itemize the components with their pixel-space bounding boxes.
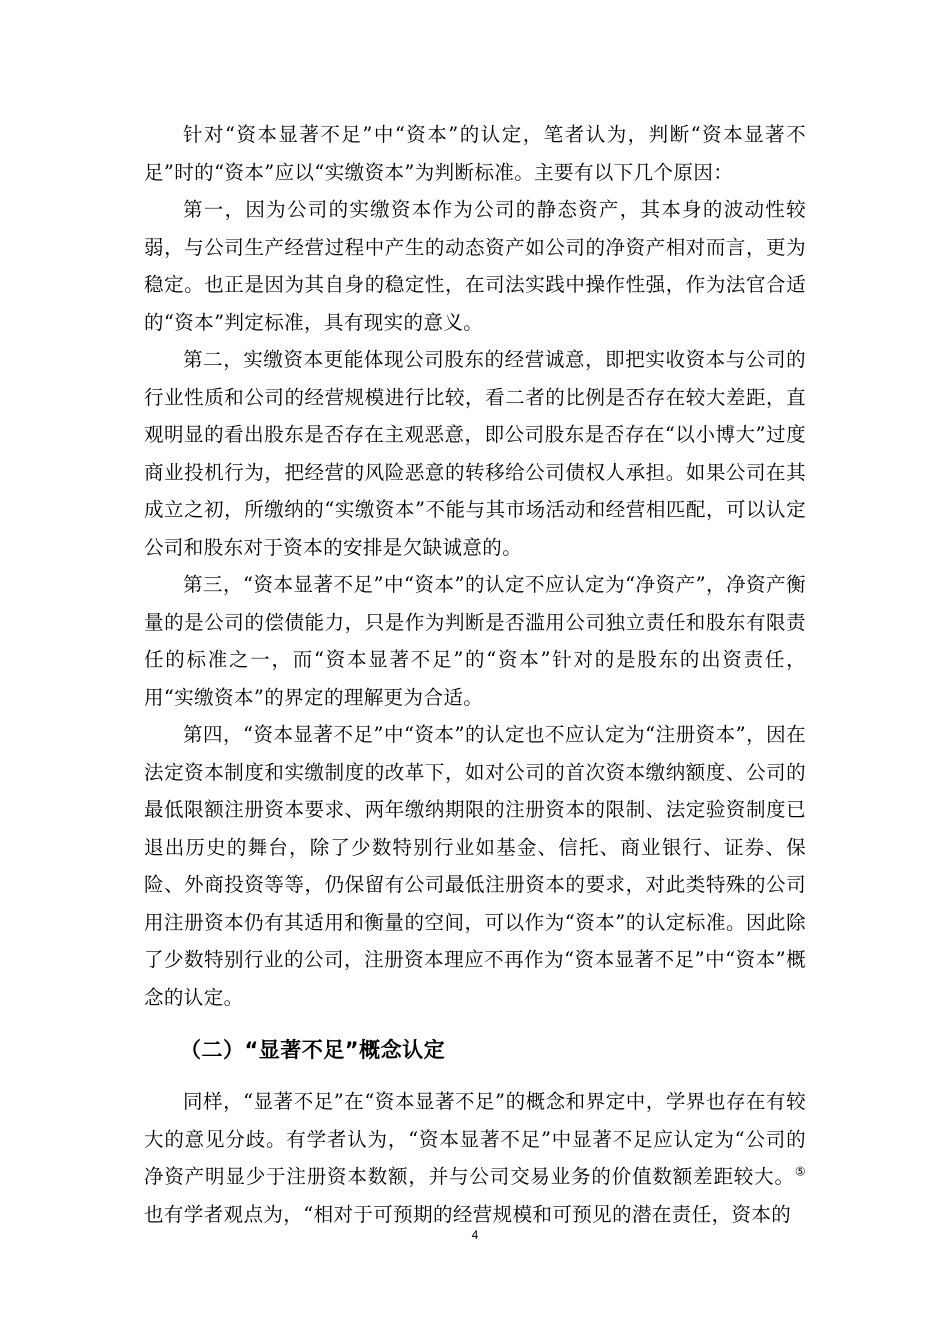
paragraph-text-before-note: 同样，“显著不足”在“资本显著不足”的概念和界定中，学界也存在有较大的意见分歧。有学者认为，“资本显著不足”中显著不足应认定为“公司的净资产明显少于注册资本数额，并与公司交易业务的价值数额差距较大。 — [144, 1090, 806, 1188]
paragraph-reason-first: 第一，因为公司的实缴资本作为公司的静态资产，其本身的波动性较弱，与公司生产经营过程中产生的动态资产如公司的净资产相对而言，更为稳定。也正是因为其自身的稳定性，在司法实践中操作性强，作为法官合适的“资本”判定标准，具有现实的意义。 — [144, 198, 806, 334]
paragraph-significant-insufficiency — [144, 1083, 806, 1233]
paragraph-reason-fourth: 第四，“资本显著不足”中“资本”的认定也不应认定为“注册资本”，因在法定资本制度和实缴制度的改革下，如对公司的首次资本缴纳额度、公司的最低限额注册资本要求、两年缴纳期限的注册资本的限制、法定验资制度已退出历史的舞台，除了少数特别行业如基金、信托、商业银行、证券、保险、外商投资等等，仍保留有公司最低注册资本的要求，对此类特殊的公司用注册资本仍有其适用和衡量的空间，可以作为“资本”的认定标准。因此除了少数特别行业的公司，注册资本理应不再作为“资本显著不足”中“资本”概念的认定。 — [144, 723, 806, 1009]
section-heading: （二）“显著不足”概念认定 — [180, 1038, 446, 1062]
page-number: 4 — [471, 1228, 479, 1242]
paragraph-reason-second: 第二，实缴资本更能体现公司股东的经营诚意，即把实收资本与公司的行业性质和公司的经营规模进行比较，看二者的比例是否存在较大差距，直观明显的看出股东是否存在主观恶意，即公司股东是否存在“以小博大”过度商业投机行为，把经营的风险恶意的转移给公司债权人承担。如果公司在其成立之初，所缴纳的“实缴资本”不能与其市场活动和经营相匹配，可以认定公司和股东对于资本的安排是欠缺诚意的。 — [144, 348, 806, 559]
paragraph-text-after-note: 也有学者观点为，“相对于可预期的经营规模和可预见的潜在责任，资本的 — [144, 1202, 792, 1226]
paragraph-reason-third: 第三，“资本显著不足”中“资本”的认定不应认定为“净资产”，净资产衡量的是公司的偿债能力，只是作为判断是否滥用公司独立责任和股东有限责任的标准之一，而“资本显著不足”的“资本”针对的是股东的出资责任，用“实缴资本”的界定的理解更为合适。 — [144, 573, 806, 709]
paragraph-capital-definition: 针对“资本显著不足”中“资本”的认定，笔者认为，判断“资本显著不足”时的“资本”应以“实缴资本”为判断标准。主要有以下几个原因： — [144, 123, 806, 184]
document-body — [144, 116, 806, 1233]
footnote-marker[interactable]: ⑤ — [794, 1164, 806, 1179]
